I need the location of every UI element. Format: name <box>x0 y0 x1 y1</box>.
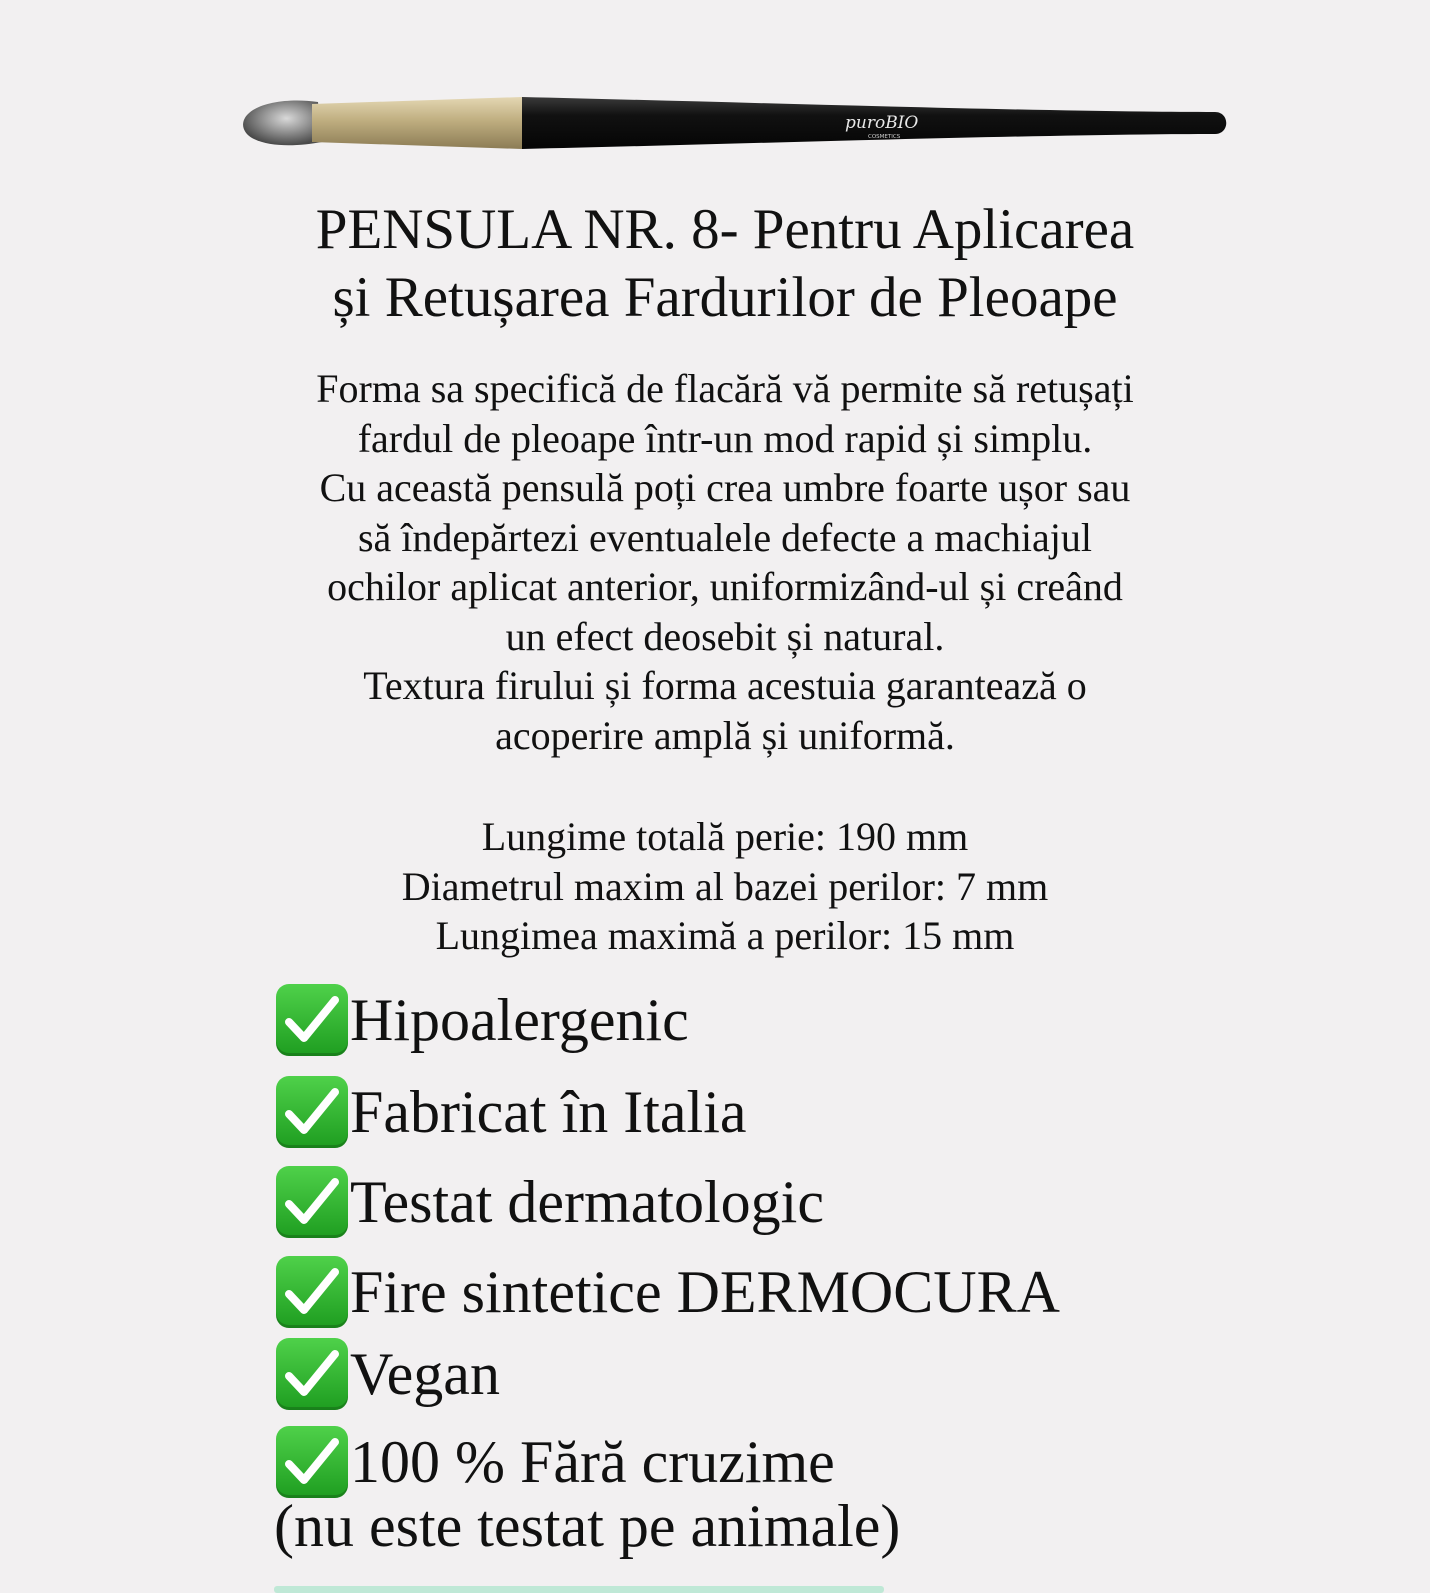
brush-brand-subtext: COSMETICS <box>868 134 901 140</box>
feature-label: 100 % Fără cruzime <box>350 1429 835 1495</box>
check-mark-button-icon <box>276 1166 348 1238</box>
brush-bristles <box>243 101 322 146</box>
feature-label: Fire sintetice DERMOCURA <box>350 1259 1060 1325</box>
feature-label: Testat dermatologic <box>350 1169 824 1235</box>
feature-note: (nu este testat pe animale) <box>274 1493 901 1559</box>
description-line: Textura firului și forma acestuia garantează o <box>363 663 1087 708</box>
feature-item <box>276 1426 835 1498</box>
feature-item <box>276 984 689 1056</box>
product-title <box>200 196 1250 332</box>
spec-total-length: Lungime totală perie: 190 mm <box>481 814 969 859</box>
product-description <box>200 364 1250 760</box>
description-line: acoperire amplă și uniformă. <box>495 712 955 758</box>
check-mark-button-icon <box>276 1256 348 1328</box>
feature-label: Vegan <box>350 1341 500 1407</box>
feature-label: Fabricat în Italia <box>350 1079 747 1145</box>
brush-image <box>240 92 1245 154</box>
description-line: Forma sa specifică de flacără vă permite să retușați <box>316 366 1134 411</box>
bottom-accent-bar <box>274 1586 884 1593</box>
spec-bristle-length: Lungimea maximă a perilor: 15 mm <box>435 913 1015 958</box>
feature-item <box>276 1338 500 1410</box>
feature-item <box>276 1256 1060 1328</box>
spec-base-diameter: Diametrul maxim al bazei perilor: 7 mm <box>401 863 1049 909</box>
product-specs <box>200 812 1250 961</box>
description-line: ochilor aplicat anterior, uniformizând-ul și creând <box>327 564 1123 609</box>
check-mark-button-icon <box>276 984 348 1056</box>
feature-item <box>276 1166 824 1238</box>
description-line: Cu această pensulă poți crea umbre foarte ușor sau <box>319 465 1131 510</box>
description-line: să îndepărtezi eventualele defecte a machiajul <box>357 514 1093 560</box>
description-line: un efect deosebit și natural. <box>505 613 945 659</box>
brush-brand-text: puroBIO <box>845 113 919 133</box>
title-line-1: PENSULA NR. 8- Pentru Aplicarea <box>315 198 1135 261</box>
check-mark-button-icon <box>276 1338 348 1410</box>
feature-label: Hipoalergenic <box>350 987 689 1053</box>
title-line-2: și Retușarea Fardurilor de Pleoape <box>332 266 1118 329</box>
check-mark-button-icon <box>276 1426 348 1498</box>
check-mark-button-icon <box>276 1076 348 1148</box>
description-line: fardul de pleoape într-un mod rapid și simplu. <box>357 415 1093 461</box>
brush-ferrule <box>312 97 522 149</box>
feature-item <box>276 1076 747 1148</box>
